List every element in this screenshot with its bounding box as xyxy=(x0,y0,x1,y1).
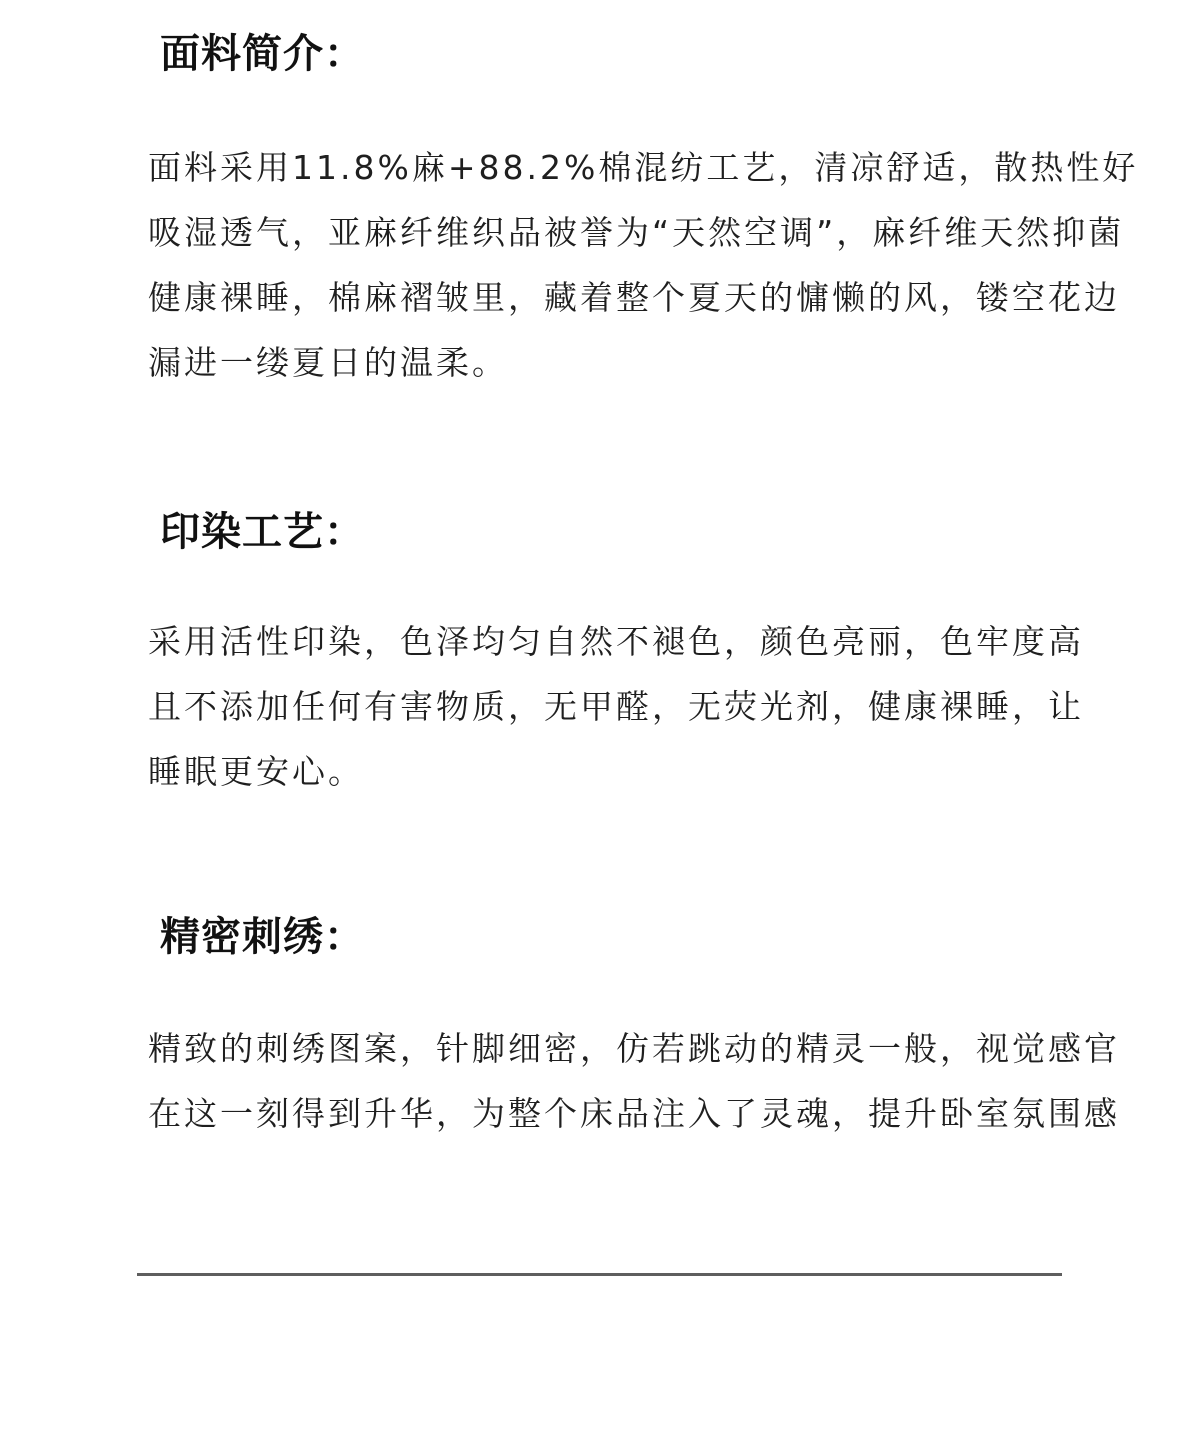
section-paragraph-dyeing xyxy=(148,609,1138,804)
paragraph-line: 睡眠更安心。 xyxy=(148,752,364,791)
section-heading-dyeing: 印染工艺： xyxy=(160,509,365,555)
paragraph-line: 在这一刻得到升华，为整个床品注入了灵魂，提升卧室氛围感 xyxy=(148,1094,1120,1133)
section-paragraph-embroidery xyxy=(148,1016,1138,1146)
paragraph-line: 吸湿透气，亚麻纤维织品被誉为“天然空调”，麻纤维天然抑菌 xyxy=(148,213,1125,252)
divider-line xyxy=(137,1273,1062,1276)
paragraph-line: 精致的刺绣图案，针脚细密，仿若跳动的精灵一般，视觉感官 xyxy=(148,1029,1120,1068)
paragraph-line: 采用活性印染，色泽均匀自然不褪色，颜色亮丽，色牢度高 xyxy=(148,622,1084,661)
paragraph-line: 且不添加任何有害物质，无甲醛，无荧光剂，健康裸睡，让 xyxy=(148,687,1084,726)
paragraph-line: 健康裸睡，棉麻褶皱里，藏着整个夏天的慵懒的风，镂空花边 xyxy=(148,278,1120,317)
section-heading-embroidery: 精密刺绣： xyxy=(160,914,365,960)
paragraph-line: 面料采用11.8%麻+88.2%棉混纺工艺，清凉舒适，散热性好 xyxy=(148,148,1139,187)
section-paragraph-fabric xyxy=(148,135,1138,395)
paragraph-line: 漏进一缕夏日的温柔。 xyxy=(148,343,508,382)
section-heading-fabric: 面料简介： xyxy=(160,31,365,77)
